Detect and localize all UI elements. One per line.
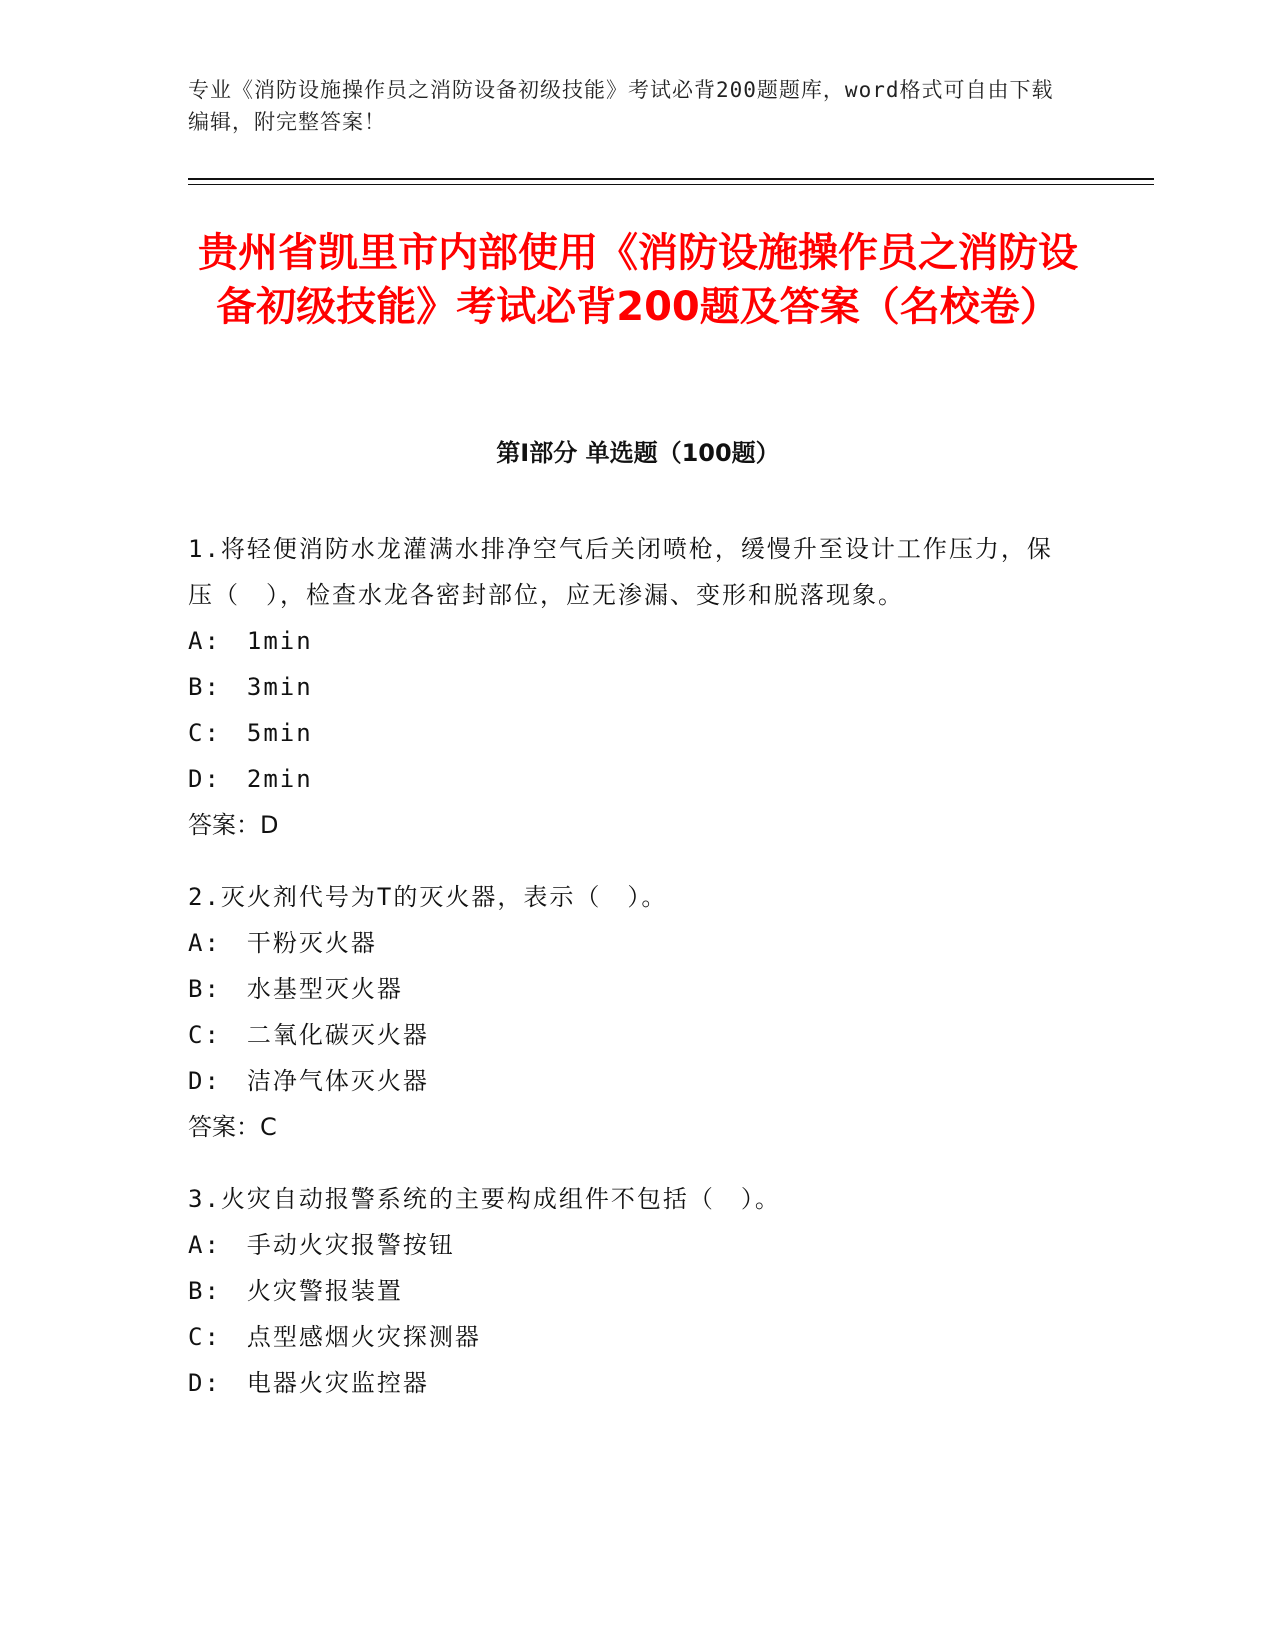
question-text: 3.火灾自动报警系统的主要构成组件不包括（ ）。	[188, 1185, 781, 1213]
option-c: C: 点型感烟火灾探测器	[188, 1323, 481, 1351]
option-c: C: 5min	[188, 719, 313, 747]
option-a: A: 干粉灭火器	[188, 929, 377, 957]
question-text: 1.将轻便消防水龙灌满水排净空气后关闭喷枪，缓慢升至设计工作压力，保压（ ），检查水龙各密封部位，应无渗漏、变形和脱落现象。	[188, 535, 1053, 609]
option-b: B: 水基型灭火器	[188, 975, 403, 1003]
question-1	[188, 526, 1068, 848]
option-a: A: 1min	[188, 627, 313, 655]
header-divider-thin	[188, 184, 1154, 185]
question-text: 2.灭火剂代号为T的灭火器，表示（ ）。	[188, 883, 668, 911]
document-title: 贵州省凯里市内部使用《消防设施操作员之消防设备初级技能》考试必背200题及答案（名校卷）	[198, 230, 1078, 330]
option-b: B: 火灾警报装置	[188, 1277, 403, 1305]
answer: 答案：C	[188, 1113, 277, 1141]
option-d: D: 电器火灾监控器	[188, 1369, 429, 1397]
question-3	[188, 1176, 1068, 1406]
header-note: 专业《消防设施操作员之消防设备初级技能》考试必背200题题库，word格式可自由下载编辑，附完整答案！	[188, 78, 1054, 134]
option-d: D: 2min	[188, 765, 313, 793]
option-a: A: 手动火灾报警按钮	[188, 1231, 455, 1259]
section-title: 第Ⅰ部分 单选题（100题）	[496, 439, 780, 467]
option-b: B: 3min	[188, 673, 313, 701]
answer: 答案：D	[188, 811, 279, 839]
question-2	[188, 874, 1068, 1150]
option-d: D: 洁净气体灭火器	[188, 1067, 429, 1095]
header-divider-thick	[188, 178, 1154, 180]
question-list	[188, 526, 1068, 1432]
option-c: C: 二氧化碳灭火器	[188, 1021, 429, 1049]
